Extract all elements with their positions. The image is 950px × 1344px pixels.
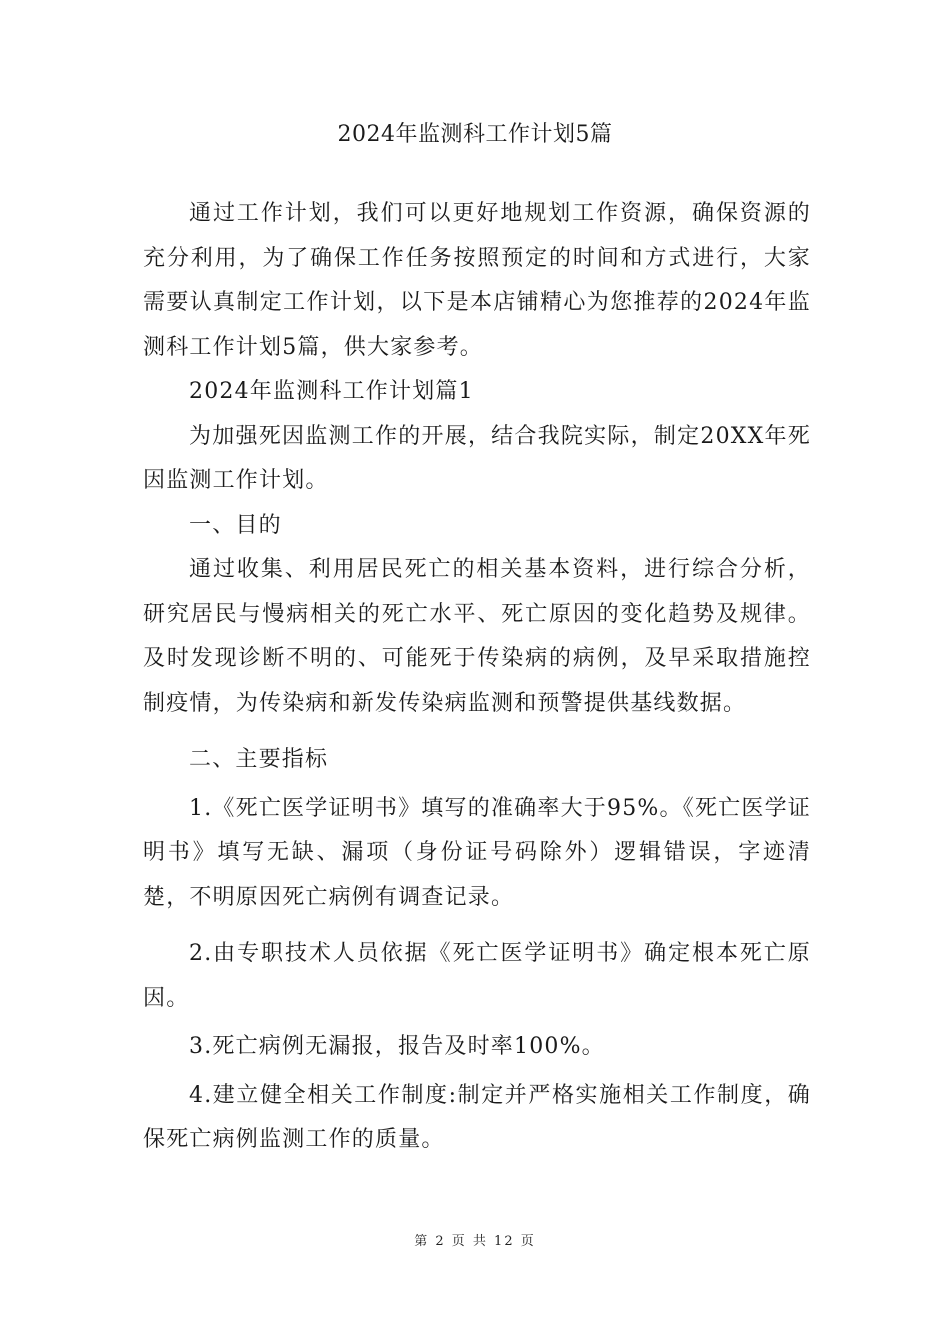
- subsection-heading: 二、主要指标: [189, 747, 329, 772]
- list-item: 4.建立健全相关工作制度:制定并严格实施相关工作制度，确保死亡病例监测工作的质量。: [143, 1082, 811, 1152]
- document-body: [143, 192, 811, 1163]
- body-paragraph: 通过收集、利用居民死亡的相关基本资料，进行综合分析，研究居民与慢病相关的死亡水平、死亡原因的变化趋势及规律。及时发现诊断不明的、可能死于传染病的病例，及早采取措施控制疫情，为传染病和新发传染病监测和预警提供基线数据。: [143, 557, 811, 716]
- list-item: 3.死亡病例无漏报，报告及时率100%。: [189, 1034, 605, 1059]
- subsection-heading: 一、目的: [189, 512, 282, 538]
- document-title: 2024年监测科工作计划5篇: [337, 122, 613, 147]
- intro-paragraph: 通过工作计划，我们可以更好地规划工作资源，确保资源的充分利用，为了确保工作任务按照预定的时间和方式进行，大家需要认真制定工作计划，以下是本店铺精心为您推荐的2024年监测科工作计划5篇，供大家参考。: [143, 201, 811, 360]
- list-item: 2.由专职技术人员依据《死亡医学证明书》确定根本死亡原因。: [143, 941, 811, 1011]
- list-item: 1.《死亡医学证明书》填写的准确率大于95%。《死亡医学证明书》填写无缺、漏项（身份证号码除外）逻辑错误，字迹清楚，不明原因死亡病例有调查记录。: [143, 795, 811, 910]
- section-heading: 2024年监测科工作计划篇1: [189, 379, 474, 404]
- page-number-footer: 第 2 页 共 12 页: [414, 1234, 536, 1249]
- body-paragraph: 为加强死因监测工作的开展，结合我院实际，制定20XX年死因监测工作计划。: [143, 423, 811, 493]
